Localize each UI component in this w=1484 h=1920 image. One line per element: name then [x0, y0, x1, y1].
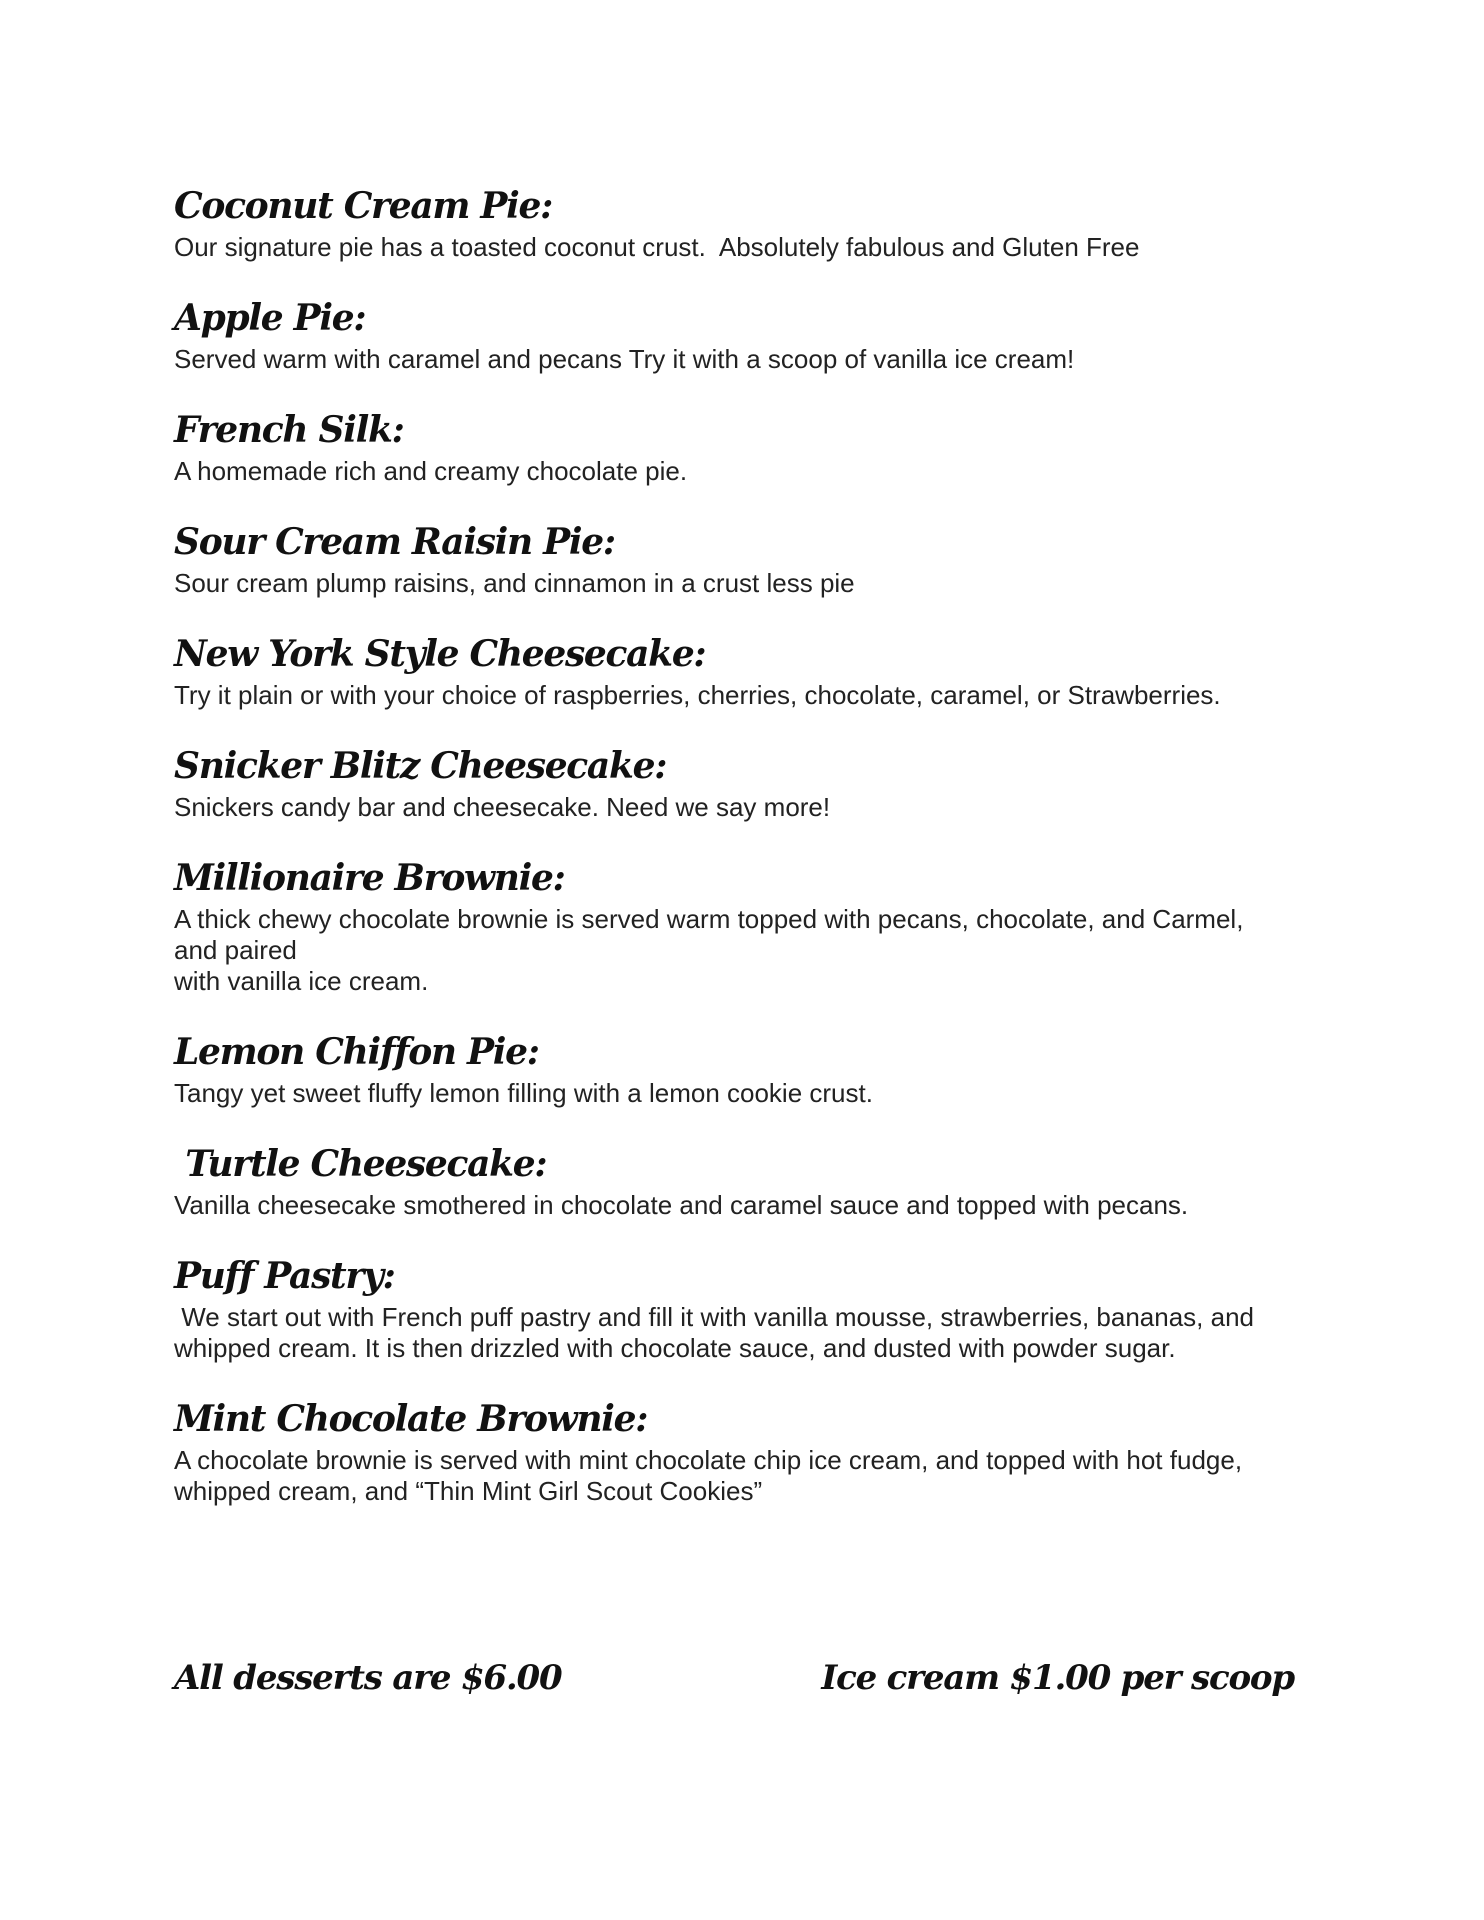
menu-item-puff-pastry [174, 1250, 1294, 1364]
menu-item-mint-chocolate-brownie [174, 1393, 1294, 1507]
dessert-price-note: All desserts are $6.00 [174, 1658, 562, 1698]
menu-item-title: Snicker Blitz Cheesecake: [174, 745, 667, 787]
menu-item-coconut-cream-pie [174, 180, 1294, 263]
menu-item-title: Millionaire Brownie: [174, 857, 565, 899]
menu-item-description: Try it plain or with your choice of raspberries, cherries, chocolate, caramel, or Strawberries. [174, 680, 1221, 710]
menu-item-title: Lemon Chiffon Pie: [174, 1031, 539, 1073]
menu-item-description: Our signature pie has a toasted coconut crust. Absolutely fabulous and Gluten Free [174, 232, 1140, 262]
menu-item-description: Served warm with caramel and pecans Try it with a scoop of vanilla ice cream! [174, 344, 1075, 374]
menu-item-description: Vanilla cheesecake smothered in chocolate and caramel sauce and topped with pecans. [174, 1190, 1189, 1220]
menu-item-title: Puff Pastry: [174, 1255, 395, 1297]
menu-item-millionaire-brownie [174, 852, 1294, 997]
menu-item-title: Apple Pie: [174, 297, 366, 339]
menu-item-snicker-blitz-cheesecake [174, 740, 1294, 823]
dessert-menu [174, 180, 1294, 1536]
menu-item-description: Sour cream plump raisins, and cinnamon in a crust less pie [174, 568, 855, 598]
menu-item-title: Coconut Cream Pie: [174, 185, 553, 227]
menu-item-title: French Silk: [174, 409, 404, 451]
menu-item-title: New York Style Cheesecake: [174, 633, 706, 675]
menu-item-description: A homemade rich and creamy chocolate pie. [174, 456, 688, 486]
menu-item-french-silk [174, 404, 1294, 487]
menu-footer [174, 1652, 1294, 1708]
menu-item-description: Snickers candy bar and cheesecake. Need we say more! [174, 792, 831, 822]
menu-item-description: We start out with French puff pastry and fill it with vanilla mousse, strawberries, bananas, and whipped cream. It is then drizzled with chocolate sauce, and dusted with powder sugar. [174, 1302, 1262, 1363]
menu-item-description: A chocolate brownie is served with mint chocolate chip ice cream, and topped with hot fudge, whipped cream, and “Thin Mint Girl Scout Cookies” [174, 1445, 1250, 1506]
menu-item-title: Sour Cream Raisin Pie: [174, 521, 615, 563]
menu-item-new-york-style-cheesecake [174, 628, 1294, 711]
menu-item-description: Tangy yet sweet fluffy lemon filling with a lemon cookie crust. [174, 1078, 873, 1108]
menu-item-lemon-chiffon-pie [174, 1026, 1294, 1109]
menu-item-sour-cream-raisin-pie [174, 516, 1294, 599]
menu-item-turtle-cheesecake [174, 1138, 1294, 1221]
menu-item-title: Turtle Cheesecake: [174, 1143, 547, 1185]
ice-cream-price-note: Ice cream $1.00 per scoop [821, 1658, 1294, 1698]
menu-item-apple-pie [174, 292, 1294, 375]
menu-item-title: Mint Chocolate Brownie: [174, 1398, 648, 1440]
menu-item-description: A thick chewy chocolate brownie is served warm topped with pecans, chocolate, and Carmel, and paired with vanilla ice cream. [174, 904, 1244, 996]
